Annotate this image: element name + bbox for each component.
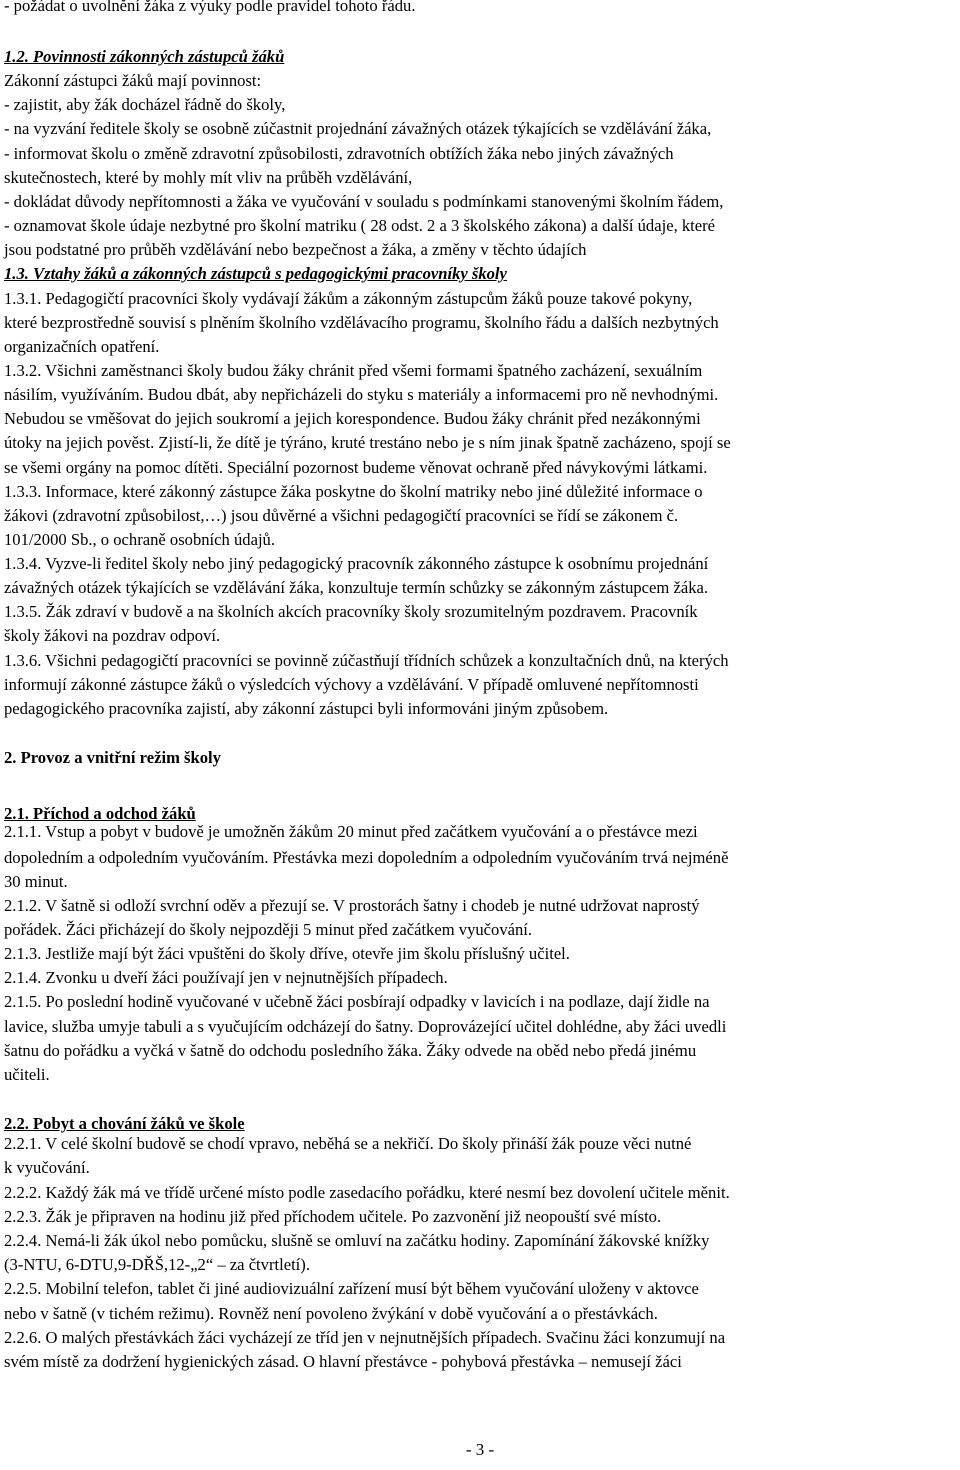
text-line: se všemi orgány na pomoc dítěti. Speciální pozornost budeme věnovat ochraně před návykovými látkami. — [4, 458, 708, 477]
text-line: k vyučování. — [4, 1158, 90, 1177]
text-line: Zákonní zástupci žáků mají povinnost: — [4, 71, 262, 90]
text-line: které bezprostředně souvisí s plněním školního vzdělávacího programu, školního řádu a dalších nezbytných — [4, 313, 719, 332]
text-line: skutečnostech, které by mohly mít vliv na průběh vzdělávání, — [4, 168, 413, 187]
text-line: 1.3.4. Vyzve-li ředitel školy nebo jiný pedagogický pracovník zákonného zástupce k osobnímu projednání — [4, 554, 709, 573]
section-heading: 2.1. Příchod a odchod žáků — [4, 804, 196, 823]
text-line: 1.3.1. Pedagogičtí pracovníci školy vydávají žákům a zákonným zástupcům žáků pouze takové pokyny, — [4, 289, 693, 308]
text-line: 2.2.5. Mobilní telefon, tablet či jiné audiovizuální zařízení musí být během vyučování uloženy v aktovce — [4, 1279, 699, 1298]
text-line: 2.2.2. Každý žák má ve třídě určené místo podle zasedacího pořádku, které nesmí bez dovolení učitele měnit. — [4, 1183, 730, 1202]
text-line: pedagogického pracovníka zajistí, aby zákonní zástupci byli informováni jiným způsobem. — [4, 699, 609, 718]
text-line: 2.2.3. Žák je připraven na hodinu již před příchodem učitele. Po zazvonění již neopouští své místo. — [4, 1207, 662, 1226]
text-line: žákovi (zdravotní způsobilost,…) jsou důvěrné a všichni pedagogičtí pracovníci se řídí se zákonem č. — [4, 506, 679, 525]
text-line: - oznamovat škole údaje nezbytné pro školní matriku ( 28 odst. 2 a 3 školského zákona) a další údaje, které — [4, 216, 716, 235]
text-line: 2.1.1. Vstup a pobyt v budově je umožněn žákům 20 minut před začátkem vyučování a o přestávce mezi — [4, 822, 698, 841]
text-line: jsou podstatné pro průběh vzdělávání nebo bezpečnost a žáka, a změny v těchto údajích — [4, 240, 587, 259]
text-line: 2.2.4. Nemá-li žák úkol nebo pomůcku, slušně se omluví na začátku hodiny. Zapomínání žákovské knížky — [4, 1231, 710, 1250]
text-line: svém místě za dodržení hygienických zásad. O hlavní přestávce - pohybová přestávka – nemusejí žáci — [4, 1352, 682, 1371]
section-heading: 1.2. Povinnosti zákonných zástupců žáků — [4, 47, 285, 66]
text-line: - informovat školu o změně zdravotní způsobilosti, zdravotních obtížích žáka nebo jiných závažných — [4, 144, 674, 163]
text-line: 2.1.3. Jestliže mají být žáci vpuštěni do školy dříve, otevře jim školu příslušný učitel. — [4, 944, 570, 963]
text-line: organizačních opatření. — [4, 337, 160, 356]
text-line: 1.3.5. Žák zdraví v budově a na školních akcích pracovníky školy srozumitelným pozdravem. Pracovník — [4, 602, 698, 621]
text-line: 101/2000 Sb., o ochraně osobních údajů. — [4, 530, 275, 549]
text-line: násilím, využíváním. Budou dbát, aby nepřicházeli do styku s materiály a informacemi pro ně nevhodnými. — [4, 385, 719, 404]
text-line: 30 minut. — [4, 872, 68, 891]
text-line: - na vyzvání ředitele školy se osobně zúčastnit projednání závažných otázek týkajících se vzdělávání žáka, — [4, 119, 712, 138]
text-line: pořádek. Žáci přicházejí do školy nejpozději 5 minut před začátkem vyučování. — [4, 920, 533, 939]
text-line: informují zákonné zástupce žáků o výsledcích výchovy a vzdělávání. V případě omluvené nepřítomnosti — [4, 675, 699, 694]
text-line: 1.3.2. Všichni zaměstnanci školy budou žáky chránit před všemi formami špatného zacházení, sexuálním — [4, 361, 703, 380]
text-line: lavice, služba umyje tabuli a s vyučujícím odcházejí do šatny. Doprovázející učitel dohlédne, aby žáci uvedli — [4, 1017, 727, 1036]
text-line: 2.1.2. V šatně si odloží svrchní oděv a přezují se. V prostorách šatny i chodeb je nutné udržovat naprostý — [4, 896, 700, 915]
text-line: závažných otázek týkajících se vzdělávání žáka, konzultuje termín schůzky se zákonným zástupcem žáka. — [4, 578, 709, 597]
text-line: (3-NTU, 6-DTU,9-DŘŠ,12-„2“ – za čtvrtletí). — [4, 1255, 310, 1274]
page-number: - 3 - — [465, 1440, 495, 1459]
text-line: dopoledním a odpoledním vyučováním. Přestávka mezi dopoledním a odpoledním vyučováním trvá nejméně — [4, 848, 729, 867]
text-line: 2.1.4. Zvonku u dveří žáci používají jen v nejnutnějších případech. — [4, 968, 448, 987]
text-line: - zajistit, aby žák docházel řádně do školy, — [4, 95, 286, 114]
text-line: útoky na jejich pověst. Zjistí-li, že dítě je týráno, kruté trestáno nebo je s ním jinak špatně zacházeno, spojí se — [4, 433, 731, 452]
section-heading: 2.2. Pobyt a chování žáků ve škole — [4, 1114, 245, 1133]
text-line: 2.2.6. O malých přestávkách žáci vycházejí ze tříd jen v nejnutnějších případech. Svačinu žáci konzumují na — [4, 1328, 726, 1347]
section-heading: 2. Provoz a vnitřní režim školy — [4, 748, 221, 767]
text-line: - požádat o uvolnění žáka z výuky podle pravidel tohoto řádu. — [4, 0, 416, 15]
section-heading: 1.3. Vztahy žáků a zákonných zástupců s pedagogickými pracovníky školy — [4, 264, 507, 283]
text-line: 2.2.1. V celé školní budově se chodí vpravo, neběhá se a nekřičí. Do školy přináší žák pouze věci nutné — [4, 1134, 692, 1153]
text-line: 1.3.6. Všichni pedagogičtí pracovníci se povinně zúčastňují třídních schůzek a konzultačních dnů, na kterých — [4, 651, 729, 670]
text-line: šatnu do pořádku a vyčká v šatně do odchodu posledního žáka. Žáky odvede na oběd nebo předá jinému — [4, 1041, 697, 1060]
text-line: učiteli. — [4, 1065, 50, 1084]
text-line: - dokládat důvody nepřítomnosti a žáka ve vyučování v souladu s podmínkami stanovenými školním řádem, — [4, 192, 724, 211]
text-line: 1.3.3. Informace, které zákonný zástupce žáka poskytne do školní matriky nebo jiné důležité informace o — [4, 482, 703, 501]
text-line: školy žákovi na pozdrav odpoví. — [4, 626, 221, 645]
text-line: 2.1.5. Po poslední hodině vyučované v učebně žáci posbírají odpadky v lavicích i na podlaze, dají židle na — [4, 992, 710, 1011]
text-line: nebo v šatně (v tichém režimu). Rovněž není povoleno žvýkání v době vyučování a o přestávkách. — [4, 1304, 658, 1323]
text-line: Nebudou se vměšovat do jejich soukromí a jejich korespondence. Budou žáky chránit před nezákonnými — [4, 409, 701, 428]
